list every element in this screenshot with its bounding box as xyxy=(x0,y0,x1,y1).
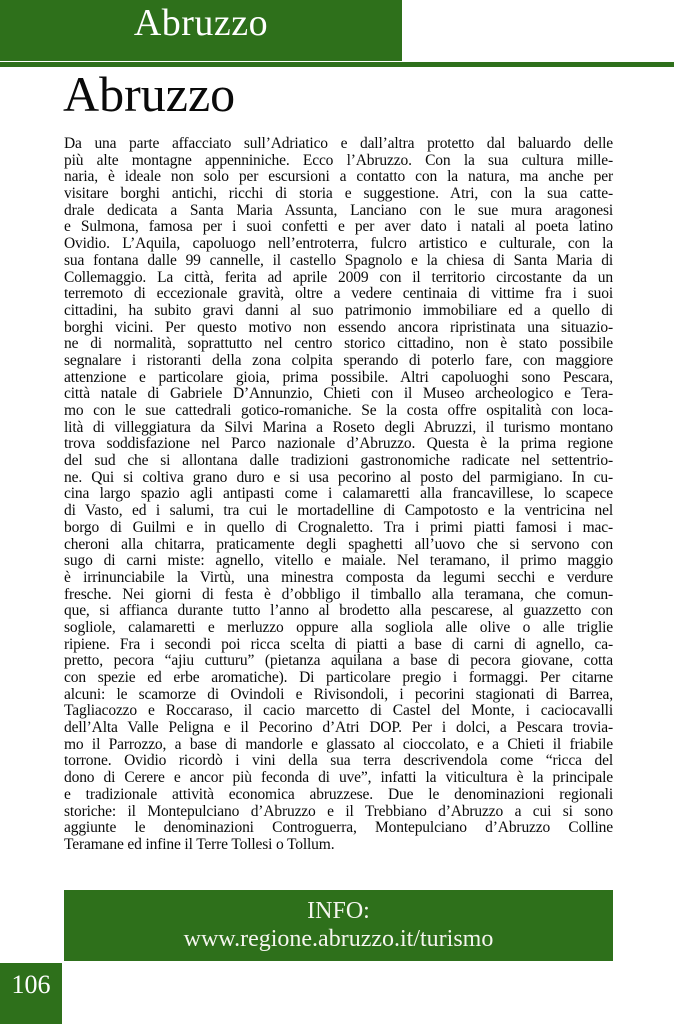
text-line: segnalare i ristoranti della zona colpita sperando di poterlo fare, con maggiore xyxy=(64,351,613,369)
text-line: sua fontana dalle 99 cannelle, il castello Spagnolo e la chiesa di Santa Maria di xyxy=(64,251,613,269)
text-line: cheroni alla chitarra, praticamente degli spaghetti all’uovo che si servono con xyxy=(64,535,613,553)
text-line: di Vasto, ed i salumi, tra cui le mortadelline di Campotosto e la ventricina nel xyxy=(64,502,613,520)
text-line: Ovidio. L’Aquila, capoluogo nell’entroterra, fulcro artistico e culturale, con la xyxy=(64,235,613,253)
text-line: drale dedicata a Santa Maria Assunta, Lanciano con le sue mura aragonesi xyxy=(64,201,613,219)
text-line: trova soddisfazione nel Parco nazionale d’Abruzzo. Questa è la prima regione xyxy=(64,435,613,453)
info-url: www.regione.abruzzo.it/turismo xyxy=(183,926,494,952)
text-line: più alte montagne appenniniche. Ecco l’Abruzzo. Con la sua cultura mille- xyxy=(64,151,613,169)
text-line: Collemaggio. La città, ferita ad aprile 2009 con il territorio circostante da un xyxy=(64,268,613,286)
page-number-badge xyxy=(0,963,62,1024)
info-label: INFO: xyxy=(307,898,370,924)
text-line: ne. Qui si coltiva grano duro e si usa pecorino al posto del parmigiano. In cu- xyxy=(64,468,613,486)
text-line: Teramane ed infine il Terre Tollesi o Tollum. xyxy=(64,835,335,853)
text-line: Da una parte affacciato sull’Adriatico e dall’altra protetto dal baluardo delle xyxy=(64,135,613,152)
text-line: cina largo spazio agli antipasti come i calamaretti alla francavillese, lo scapece xyxy=(64,485,613,503)
text-line: sugo di carni miste: agnello, vitello e maiale. Nel teramano, il primo maggio xyxy=(64,552,613,570)
text-line: Tagliacozzo e Roccaraso, il cacio marcetto di Castel del Monte, i caciocavalli xyxy=(64,702,613,720)
text-line: torrone. Ovidio ricordò i vini della sua terra descrivendola come “ricca del xyxy=(64,752,613,770)
text-line: mo con le sue cattedrali gotico-romaniche. Se la costa offre ospitalità con loca- xyxy=(64,402,613,419)
text-line: mo il Parrozzo, a base di mandorle e glassato al cioccolato, e a Chieti il friabile xyxy=(64,735,613,753)
text-line: dell’Alta Valle Peligna e il Pecorino d’Atri DOP. Per i dolci, a Pescara trovia- xyxy=(64,719,613,737)
text-line: e tradizionale attività economica abruzzese. Due le denominazioni regionali xyxy=(64,785,613,803)
text-line: visitare borghi antichi, ricchi di storia e suggestione. Atri, con la sua catte- xyxy=(64,185,613,203)
text-line: alcuni: le scamorze di Ovindoli e Rivisondoli, i pecorini stagionati di Barrea, xyxy=(64,685,613,703)
text-line: aggiunte le denominazioni Controguerra, Montepulciano d’Abruzzo Colline xyxy=(64,819,613,837)
text-line: sogliole, calamaretti e merluzzo oppure alla sogliola alle olive o alle triglie xyxy=(64,618,613,636)
text-line: naria, è ideale non solo per escursioni a contatto con la natura, ma anche per xyxy=(64,168,613,186)
article-body xyxy=(64,136,613,854)
chapter-title: Abruzzo xyxy=(133,2,269,44)
chapter-header-bar xyxy=(0,0,402,61)
text-line: storiche: il Montepulciano d’Abruzzo e il Trebbiano d’Abruzzo a cui si sono xyxy=(64,802,613,820)
text-line: terremoto di eccezionale gravità, oltre a vedere centinaia di vittime fra i suoi xyxy=(64,285,613,303)
text-line: con spezie ed erbe aromatiche). Di particolare pregio i formaggi. Per citarne xyxy=(64,669,613,686)
text-line: è irrinunciabile la Virtù, una minestra composta da legumi secchi e verdure xyxy=(64,568,613,586)
text-line: attenzione e particolare gioia, prima possibile. Altri capoluoghi sono Pescara, xyxy=(64,368,613,386)
text-line: del sud che si allontana dalle tradizioni gastronomiche radicate nel settentrio- xyxy=(64,452,613,470)
page-title: Abruzzo xyxy=(63,66,236,122)
text-line: dono di Cerere e ancor più feconda di uve”, infatti la viticultura è la principale xyxy=(64,769,613,787)
text-line: borgo di Guilmi e in quello di Crognaletto. Tra i primi piatti famosi i mac- xyxy=(64,518,613,536)
text-line: ripiene. Fra i secondi poi ricca scelta di piatti a base di carni di agnello, ca- xyxy=(64,635,613,653)
text-line: pretto, pecora “ajiu cutturu” (pietanza aquilana a base di pecora giovane, cotta xyxy=(64,652,613,670)
text-line: cittadini, ha subito gravi danni al suo patrimonio immobiliare ed a quello di xyxy=(64,301,613,319)
text-line: que, si affianca durante tutto l’anno al brodetto alla pescarese, al guazzetto con xyxy=(64,602,613,620)
text-line: lità di villeggiatura da Silvi Marina a Roseto degli Abruzzi, il turismo montano xyxy=(64,418,613,436)
text-line: città natale di Gabriele D’Annunzio, Chieti con il Museo archeologico e Tera- xyxy=(64,385,613,403)
text-line: ne di normalità, soprattutto nel centro storico cittadino, non è stato possibile xyxy=(64,335,613,353)
text-line: borghi vicini. Per questo motivo non essendo ancora ripristinata una situazio- xyxy=(64,318,613,336)
text-line: e Sulmona, famosa per i suoi confetti e per aver dato i natali al poeta latino xyxy=(64,218,613,236)
text-line: fresche. Nei giorni di festa è d’obbligo il timballo alla teramana, che comun- xyxy=(64,585,613,603)
info-box xyxy=(64,890,613,961)
page-number: 106 xyxy=(11,970,51,999)
